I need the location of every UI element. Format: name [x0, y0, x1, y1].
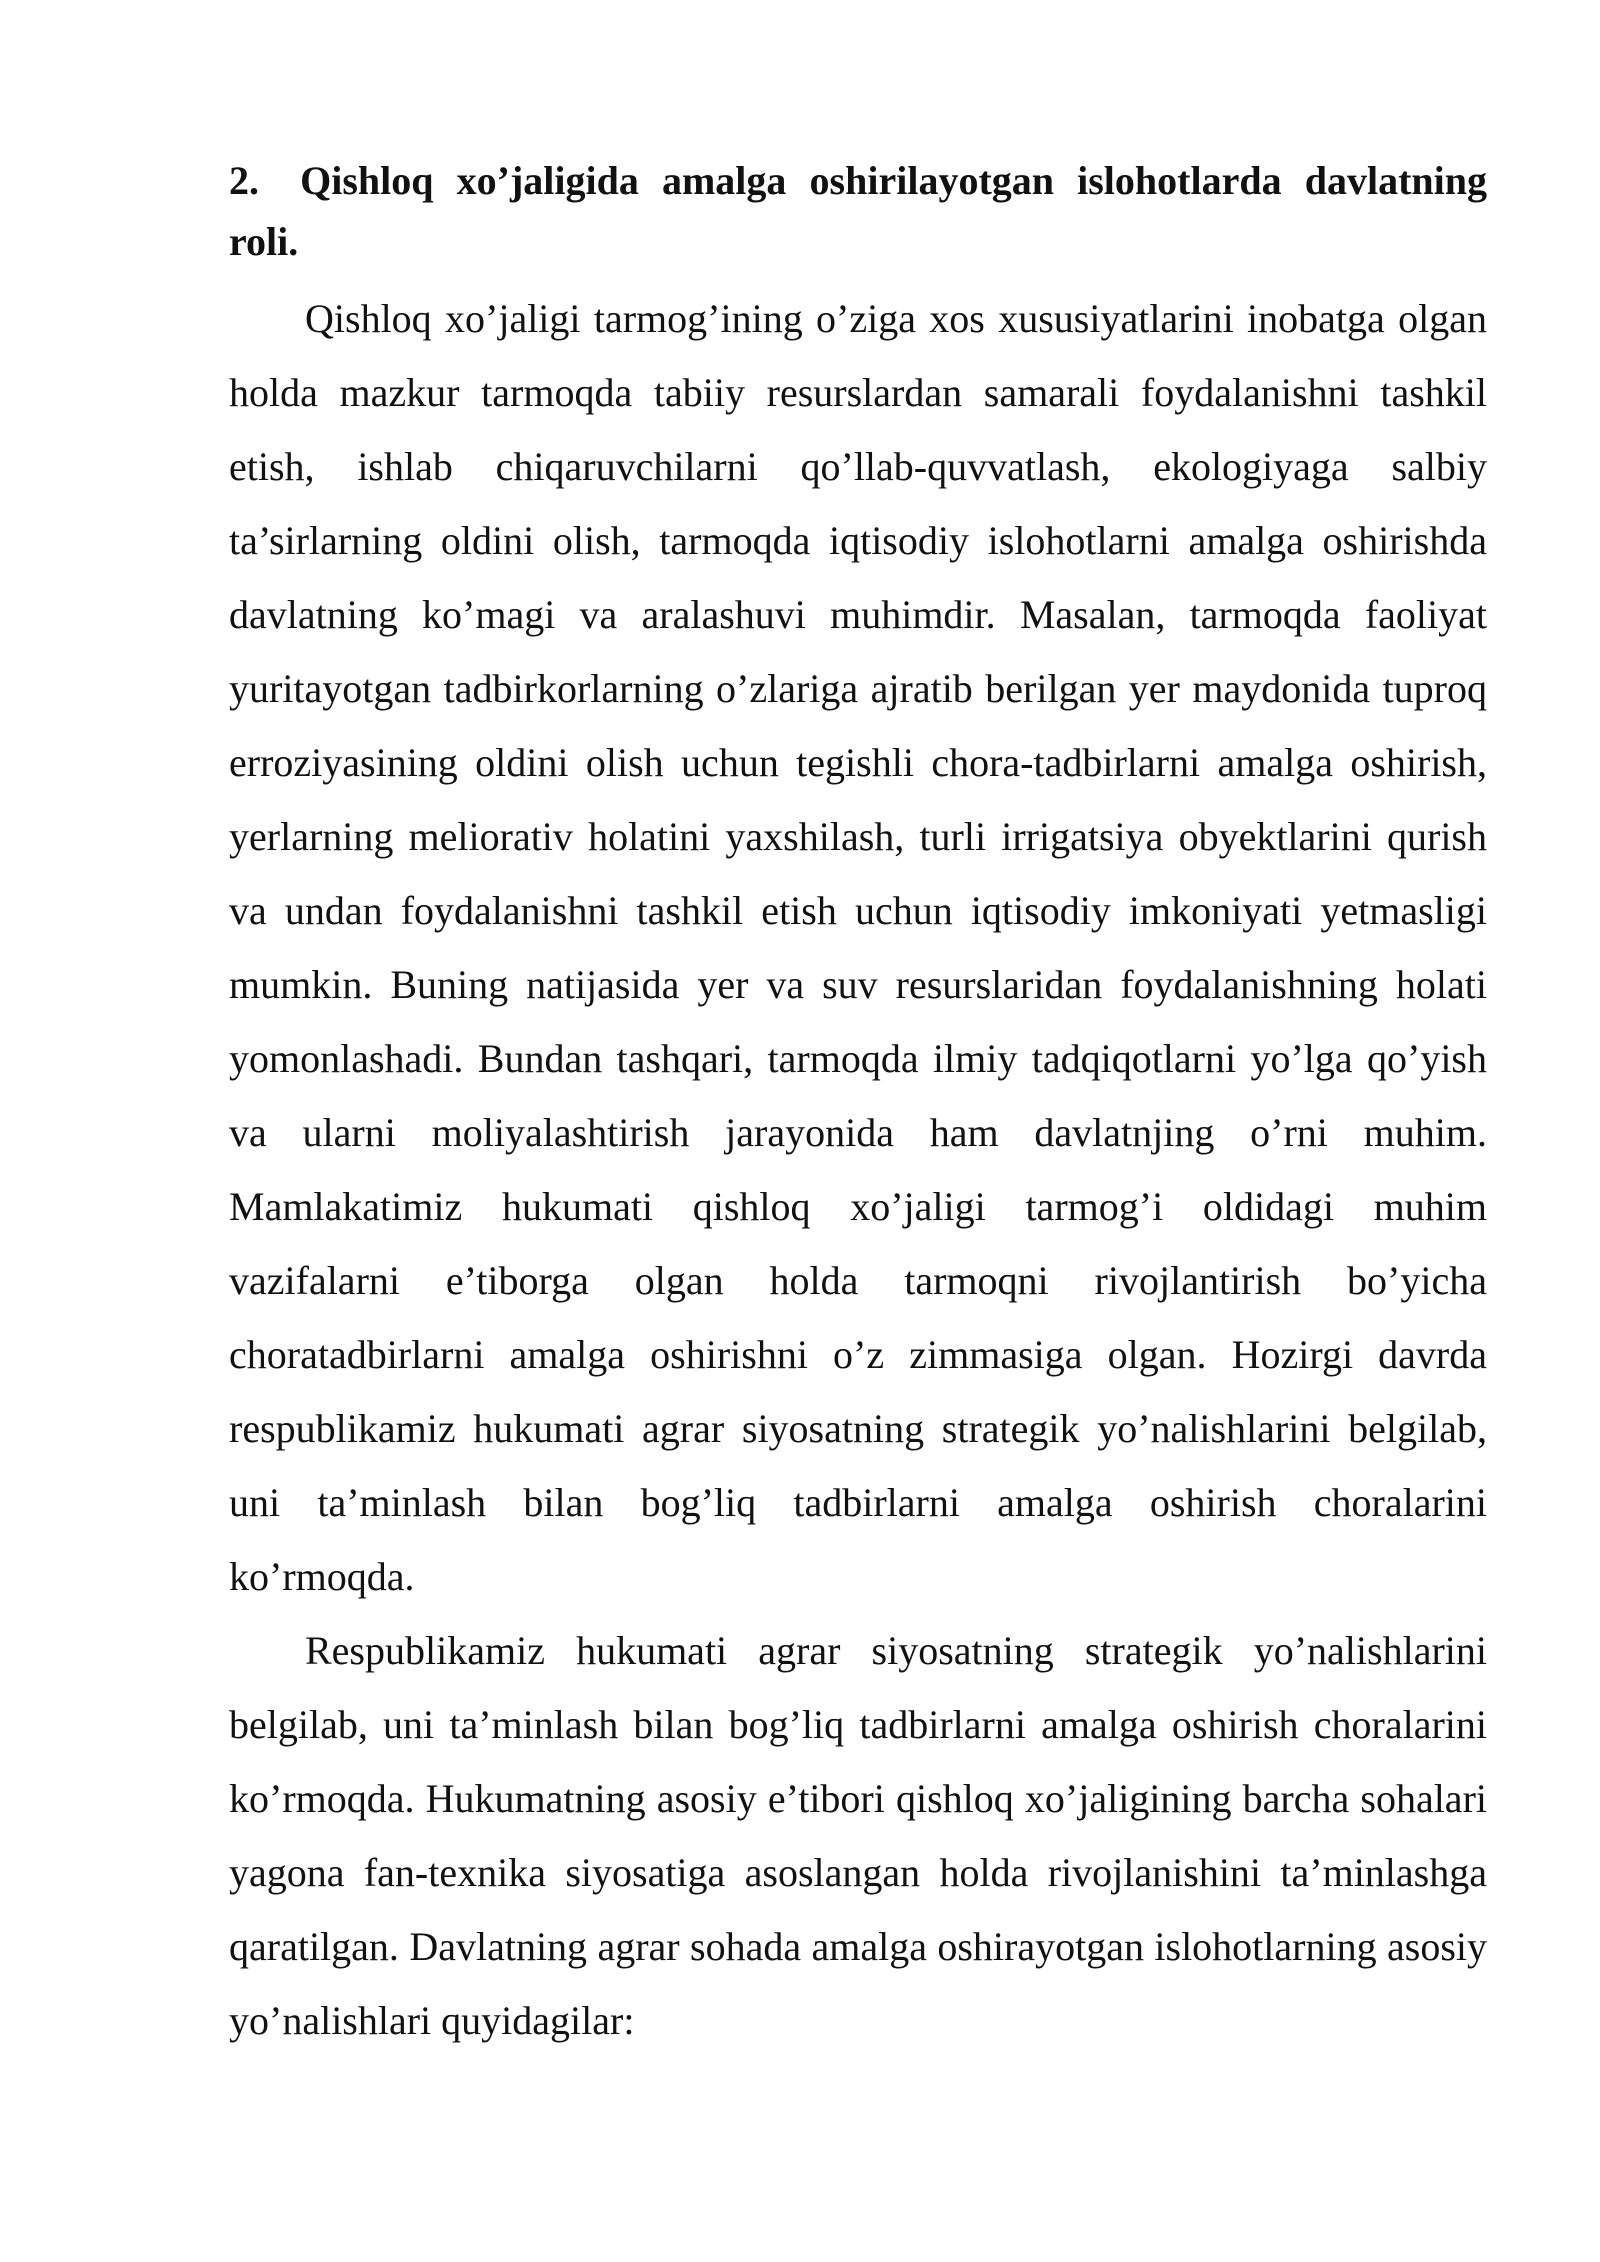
document-body [229, 150, 1487, 2058]
paragraph-2: Respublikamiz hukumati agrar siyosatning strategik yo’nalishlarini belgilab, uni ta’minlash bilan bog’liq tadbirlarni amalga oshirish choralarini ko’rmoqda. Hukumatning asosiy e’tibori qishloq xo’jaligining barcha sohalari yagona fan-texnika siyosatiga asoslangan holda rivojlanishini ta’minlashga qaratilgan. Davlatning agrar sohada amalga oshirayotgan islohotlarning asosiy yo’nalishlari quyidagilar: [229, 1628, 1487, 2043]
section-title: Qishloq xo’jaligida amalga oshirilayotgan islohotlarda davlatning roli. [229, 158, 1487, 264]
section-heading [229, 150, 1487, 272]
paragraph-1: Qishloq xo’jaligi tarmog’ining o’ziga xos xususiyatlarini inobatga olgan holda mazkur tarmoqda tabiiy resurslardan samarali foydalanishni tashkil etish, ishlab chiqaruvchilarni qo’llab-quvvatlash, ekologiyaga salbiy ta’sirlarning oldini olish, tarmoqda iqtisodiy islohotlarni amalga oshirishda davlatning ko’magi va aralashuvi muhimdir. Masalan, tarmoqda faoliyat yuritayotgan tadbirkorlarning o’zlariga ajratib berilgan yer maydonida tuproq erroziyasining oldini olish uchun tegishli chora-tadbirlarni amalga oshirish, yerlarning meliorativ holatini yaxshilash, turli irrigatsiya obyektlarini qurish va undan foydalanishni tashkil etish uchun iqtisodiy imkoniyati yetmasligi mumkin. Buning natijasida yer va suv resurslaridan foydalanishning holati yomonlashadi. Bundan tashqari, tarmoqda ilmiy tadqiqotlarni yo’lga qo’yish va ularni moliyalashtirish jarayonida ham davlatnjing o’rni muhim. Mamlakatimiz hukumati qishloq xo’jaligi tarmog’i oldidagi muhim vazifalarni e’tiborga olgan holda tarmoqni rivojlantirish bo’yicha choratadbirlarni amalga oshirishni o’z zimmasiga olgan. Hozirgi davrda respublikamiz hukumati agrar siyosatning strategik yo’nalishlarini belgilab, uni ta’minlash bilan bog’liq tadbirlarni amalga oshirish choralarini ko’rmoqda. [229, 296, 1487, 1599]
section-number: 2. [229, 158, 259, 203]
